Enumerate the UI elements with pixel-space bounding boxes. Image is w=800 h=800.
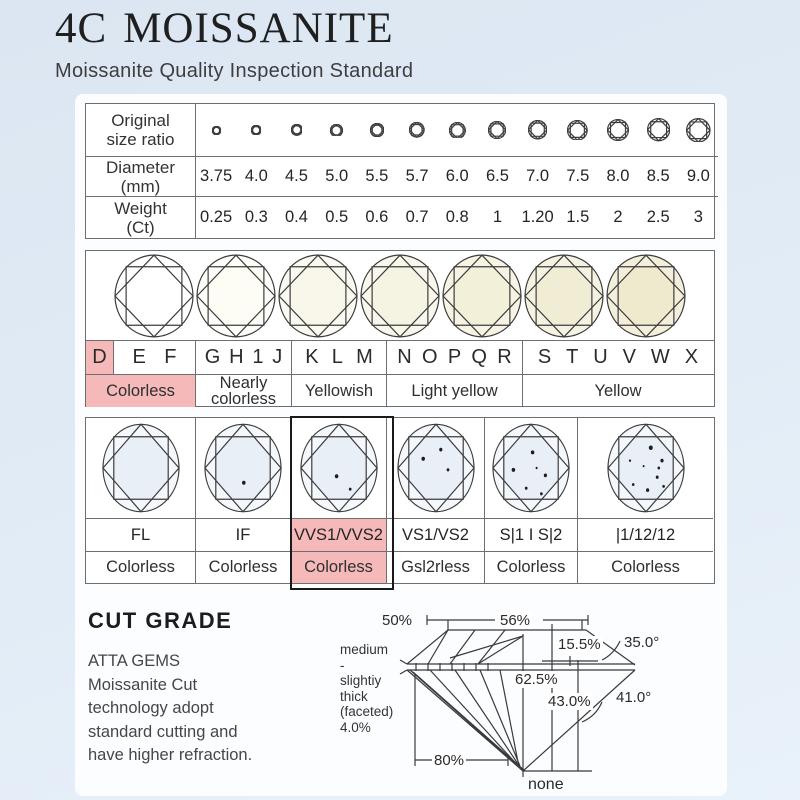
- color-letter-cell-ghij: [196, 341, 292, 374]
- weight-value: 1.20: [521, 208, 554, 226]
- clarity-grade-label: |1/12/12: [578, 519, 713, 552]
- color-diamond-row: [86, 251, 714, 341]
- weight-value: 0.8: [445, 208, 469, 226]
- size-table-label-diameter: Diameter (mm): [86, 157, 196, 197]
- weight-value: 0.7: [405, 208, 429, 226]
- color-letter-cell-ef: [114, 341, 196, 374]
- clarity-diamond-icon: [196, 418, 291, 519]
- size-table: [85, 103, 715, 239]
- cut-label-crown-height: 15.5%: [558, 636, 601, 653]
- diameter-value: 5.5: [357, 157, 397, 197]
- color-grade-letter: M: [356, 346, 373, 368]
- color-letter-cell-stuvwx: [523, 341, 713, 374]
- diameter-value: 5.0: [317, 157, 357, 197]
- color-letter-cell-d: [86, 341, 114, 374]
- size-ratio-icon: [276, 104, 316, 157]
- clarity-purity-label: Gsl2rless: [387, 552, 485, 583]
- size-table-label-weight: Weight (Ct): [86, 197, 196, 238]
- weight-value: 1: [492, 208, 502, 226]
- clarity-table: [85, 417, 715, 584]
- size-table-label-original: Original size ratio: [86, 104, 196, 157]
- clarity-grade-label: VS1/VS2: [387, 519, 485, 552]
- cut-grade-description: ATTA GEMS Moissanite Cut technology adopt standard cutting and have higher refraction.: [88, 652, 253, 764]
- cut-grade-heading: CUT GRADE: [88, 608, 233, 633]
- cut-label-girdle-spec: medium - slightiy thick (faceted) 4.0%: [340, 642, 394, 735]
- color-category-colorless: Colorless: [86, 375, 196, 407]
- color-grade-letter: G: [204, 346, 221, 368]
- color-category-light-yellow: Light yellow: [387, 375, 523, 407]
- size-ratio-icon: [558, 104, 598, 157]
- diameter-value: 3.75: [196, 157, 236, 197]
- clarity-diamond-icon: [291, 418, 387, 519]
- content-panel: [75, 94, 727, 796]
- title-moissanite: MOISSANITE: [123, 5, 394, 52]
- cut-label-culet: none: [528, 776, 564, 793]
- clarity-grade-label: FL: [86, 519, 196, 552]
- clarity-diamond-icon: [578, 418, 713, 519]
- clarity-grade-label: IF: [196, 519, 291, 552]
- diameter-value: 7.0: [518, 157, 558, 197]
- color-grade-letter: P: [447, 346, 462, 368]
- diameter-value: 5.7: [397, 157, 437, 197]
- color-grade-letter: T: [566, 346, 579, 368]
- size-ratio-icon: [357, 104, 397, 157]
- color-category-yellow: Yellow: [594, 382, 642, 400]
- color-grade-letter: W: [650, 346, 670, 368]
- weight-value: 1.5: [566, 208, 590, 226]
- color-grade-letter: O: [421, 346, 438, 368]
- diameter-value: 4.5: [276, 157, 316, 197]
- color-letter-row: [86, 341, 714, 375]
- size-ratio-icon: [317, 104, 357, 157]
- color-grade-letter: F: [164, 346, 177, 368]
- color-letter-cell-nopqr: [387, 341, 523, 374]
- weight-value: 3: [693, 208, 703, 226]
- diameter-value: 6.0: [437, 157, 477, 197]
- title-4c: 4C: [55, 5, 108, 52]
- clarity-purity-label: Colorless: [611, 558, 680, 576]
- color-grade-letter: S: [537, 346, 552, 368]
- clarity-diamond-icon: [387, 418, 485, 519]
- cut-label-crown-angle: 35.0°: [624, 634, 660, 651]
- size-ratio-icon: [397, 104, 437, 157]
- color-grade-letter: D: [92, 346, 107, 368]
- clarity-grade-label: S|1 I S|2: [485, 519, 578, 552]
- weight-value: 2: [613, 208, 623, 226]
- color-grade-letter: N: [397, 346, 412, 368]
- size-ratio-icon: [236, 104, 276, 157]
- color-grade-letter: L: [331, 346, 343, 368]
- diameter-value: 8.0: [598, 157, 638, 197]
- color-grade-table: [85, 250, 715, 407]
- size-ratio-icon: [678, 104, 718, 157]
- cut-label-table-pct: 56%: [500, 612, 531, 629]
- clarity-purity-label: Colorless: [196, 552, 291, 583]
- page-title: [55, 4, 394, 53]
- diameter-value: 7.5: [558, 157, 598, 197]
- diameter-value: 6.5: [477, 157, 517, 197]
- cut-label-lower-half: 80%: [434, 752, 465, 769]
- cut-label-pavilion-angle: 41.0°: [616, 689, 652, 706]
- diameter-value: 4.0: [236, 157, 276, 197]
- cut-label-pavilion-depth: 43.0%: [548, 693, 591, 710]
- color-grade-letter: K: [305, 346, 319, 368]
- cut-diagram: [330, 594, 775, 796]
- size-ratio-icon: [598, 104, 638, 157]
- color-grade-letter: Q: [471, 346, 487, 368]
- diameter-value: 8.5: [638, 157, 678, 197]
- clarity-grade-label: VVS1/VVS2: [291, 519, 387, 552]
- clarity-purity-label: Colorless: [291, 552, 387, 583]
- page-subtitle: Moissanite Quality Inspection Standard: [55, 60, 414, 82]
- color-grade-letter: X: [684, 346, 699, 368]
- weight-value: 0.25: [200, 208, 233, 226]
- size-ratio-icon: [477, 104, 517, 157]
- weight-value: 0.6: [365, 208, 389, 226]
- cut-label-upper-pct: 50%: [382, 612, 413, 629]
- clarity-purity-label: Colorless: [485, 552, 578, 583]
- diameter-value: 9.0: [678, 157, 718, 197]
- weight-value: 2.5: [646, 208, 670, 226]
- weight-value: 0.5: [325, 208, 349, 226]
- color-category-row: [86, 375, 714, 406]
- clarity-diamond-icon: [485, 418, 578, 519]
- clarity-diamond-icon: [86, 418, 196, 519]
- color-grade-letter: H: [229, 346, 244, 368]
- cut-label-total-depth: 62.5%: [515, 671, 558, 688]
- size-ratio-icon: [638, 104, 678, 157]
- size-ratio-icon: [196, 104, 236, 157]
- color-grade-letter: U: [593, 346, 608, 368]
- color-grade-letter: V: [622, 346, 636, 368]
- color-grade-letter: R: [497, 346, 512, 368]
- weight-value: 0.4: [285, 208, 308, 226]
- color-grade-letter: J: [272, 346, 283, 368]
- size-ratio-icon: [518, 104, 558, 157]
- color-grade-letter: E: [132, 346, 146, 368]
- weight-value: 0.3: [244, 208, 268, 226]
- size-ratio-icon: [437, 104, 477, 157]
- color-letter-cell-klm: [292, 341, 387, 374]
- color-category-yellowish: Yellowish: [292, 375, 387, 407]
- color-category-nearly-colorless: Nearly colorless: [196, 375, 292, 407]
- color-grade-letter: 1: [252, 346, 264, 368]
- clarity-purity-label: Colorless: [86, 552, 196, 583]
